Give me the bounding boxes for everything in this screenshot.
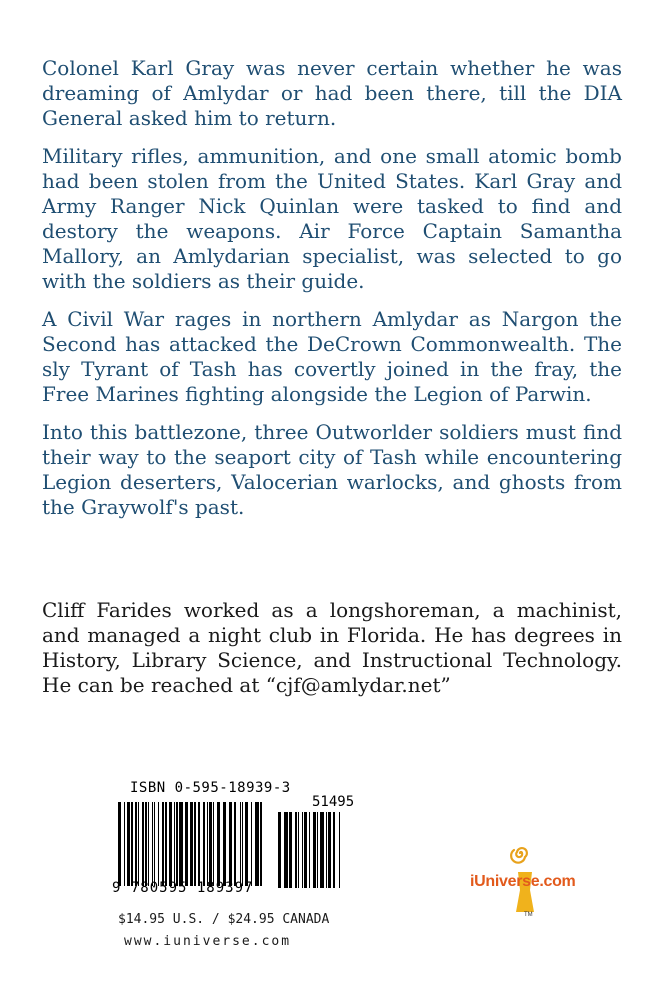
barcode-bar bbox=[260, 802, 262, 886]
barcode-bar bbox=[165, 802, 167, 886]
barcode-bar bbox=[278, 812, 281, 888]
barcode-bar bbox=[298, 812, 299, 888]
barcode-bar bbox=[203, 802, 205, 886]
barcode-bar bbox=[194, 802, 196, 886]
barcode-bar bbox=[313, 812, 316, 888]
barcode-bar bbox=[174, 802, 175, 886]
barcode-bar bbox=[328, 812, 331, 888]
barcode-bar bbox=[145, 802, 147, 886]
barcode-bar bbox=[209, 802, 212, 886]
price-line: $14.95 U.S. / $24.95 CANADA bbox=[118, 912, 330, 927]
author-bio bbox=[42, 598, 622, 698]
barcode-bar bbox=[333, 812, 335, 888]
barcode-bar bbox=[242, 802, 243, 886]
barcode-bar bbox=[118, 802, 121, 886]
barcode-bar bbox=[213, 802, 214, 886]
barcode-bar bbox=[255, 802, 259, 886]
publisher-name: iUniverse.com bbox=[470, 873, 576, 890]
barcode-bar bbox=[289, 812, 292, 888]
barcode-bar bbox=[176, 802, 178, 886]
swirl-icon bbox=[508, 840, 534, 866]
blurb-paragraph-3: A Civil War rages in northern Amlydar as Nargon the Second has attacked the DeCrown Commonwealth. The sly Tyrant of Tash has covertly joined in the fray, the Free Marines fighting alongside the Legion of Parwin. bbox=[42, 307, 622, 406]
barcode-bar bbox=[284, 812, 288, 888]
barcode-bar bbox=[234, 802, 236, 886]
ean-bars bbox=[118, 802, 262, 886]
barcode-bar bbox=[131, 802, 133, 886]
barcode-bar bbox=[162, 802, 164, 886]
barcode-bar bbox=[152, 802, 153, 886]
barcode-bar bbox=[302, 812, 303, 888]
barcode-bar bbox=[138, 802, 139, 886]
barcode-bar bbox=[304, 812, 307, 888]
barcode-bar bbox=[124, 802, 125, 886]
barcode-bar bbox=[320, 812, 324, 888]
barcode-bar bbox=[142, 802, 144, 886]
barcode-bar bbox=[198, 802, 200, 886]
barcode-bar bbox=[135, 802, 137, 886]
barcode-bar bbox=[127, 802, 130, 886]
book-blurb bbox=[42, 56, 622, 533]
barcode-bar bbox=[154, 802, 155, 886]
barcode-bar bbox=[339, 812, 340, 888]
barcode-bar bbox=[223, 802, 226, 886]
ean-digits: 9 780595 189397 bbox=[112, 880, 254, 896]
barcode-bar bbox=[240, 802, 241, 886]
addon-bars bbox=[278, 812, 340, 888]
publisher-logo bbox=[470, 840, 590, 922]
barcode-bar bbox=[251, 802, 252, 886]
barcode-bar bbox=[317, 812, 318, 888]
website-url: www.iuniverse.com bbox=[124, 934, 292, 949]
barcode-bar bbox=[158, 802, 159, 886]
barcode-bar bbox=[179, 802, 183, 886]
addon-digits: 51495 bbox=[312, 794, 355, 810]
barcode-bar bbox=[207, 802, 208, 886]
barcode-bar bbox=[229, 802, 232, 886]
barcode-bar bbox=[185, 802, 188, 886]
barcode-bar bbox=[326, 812, 327, 888]
blurb-paragraph-2: Military rifles, ammunition, and one small atomic bomb had been stolen from the United States. Karl Gray and Army Ranger Nick Quinlan were tasked to find and destory the weapons. Air Force Captain Samantha Mallory, an Amlydarian specialist, was selected to go with the soldiers as their guide. bbox=[42, 144, 622, 293]
barcode-bar bbox=[309, 812, 310, 888]
barcode-bar bbox=[190, 802, 193, 886]
barcode-bar bbox=[148, 802, 149, 886]
author-bio-text: Cliff Farides worked as a longshoreman, a machinist, and managed a night club in Florida. He has degrees in History, Library Science, and Instructional Technology. He can be reached at “cjf@amlydar.net” bbox=[42, 598, 622, 697]
isbn-label: ISBN 0-595-18939-3 bbox=[130, 780, 291, 796]
barcode-bar bbox=[169, 802, 172, 886]
barcode-bar bbox=[217, 802, 220, 886]
blurb-paragraph-4: Into this battlezone, three Outworlder soldiers must find their way to the seaport city of Tash while encountering Legion deserters, Valocerian warlocks, and ghosts from the Graywolf's past. bbox=[42, 420, 622, 519]
trademark-mark: TM bbox=[524, 912, 533, 918]
blurb-paragraph-1: Colonel Karl Gray was never certain whether he was dreaming of Amlydar or had been there, till the DIA General asked him to return. bbox=[42, 56, 622, 130]
barcode-bar bbox=[295, 812, 297, 888]
barcode-bar bbox=[245, 802, 248, 886]
